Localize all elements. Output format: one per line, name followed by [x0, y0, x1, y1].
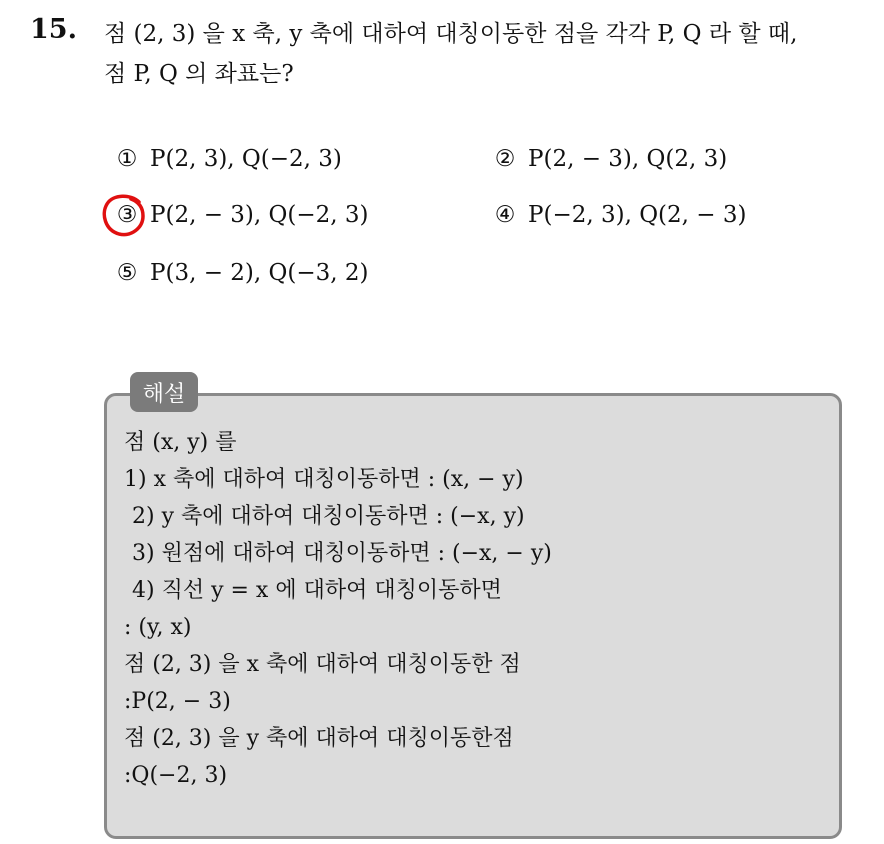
choice-5-mark: ⑤	[116, 260, 138, 286]
choice-5[interactable]	[112, 260, 368, 286]
question-stem-line-2: 점 P, Q 의 좌표는?	[104, 61, 294, 87]
choice-4-mark: ④	[494, 202, 516, 228]
solution-line-10: :Q(−2, 3)	[124, 763, 228, 788]
choice-3[interactable]	[112, 202, 368, 228]
solution-body	[124, 424, 824, 794]
question-stem-line-1: 점 (2, 3) 을 x 축, y 축에 대하여 대칭이동한 점을 각각 P, Q 라 할 때,	[104, 21, 798, 47]
choice-1-text: P(2, 3), Q(−2, 3)	[150, 146, 342, 172]
choice-1-mark: ①	[116, 146, 138, 172]
solution-line-1: 점 (x, y) 를	[124, 430, 237, 455]
question-number: 15.	[30, 14, 77, 45]
solution-line-5: 4) 직선 y = x 에 대하여 대칭이동하면	[132, 578, 502, 603]
question-stem	[104, 14, 874, 94]
choice-2-text: P(2, − 3), Q(2, 3)	[528, 146, 728, 172]
solution-line-7: 점 (2, 3) 을 x 축에 대하여 대칭이동한 점	[124, 652, 521, 677]
choice-4-text: P(−2, 3), Q(2, − 3)	[528, 202, 747, 228]
solution-line-2: 1) x 축에 대하여 대칭이동하면 : (x, − y)	[124, 467, 524, 492]
choice-3-mark: ③	[116, 202, 138, 228]
solution-tab-label: 해설	[130, 372, 198, 412]
solution-line-6: : (y, x)	[124, 615, 192, 640]
solution-line-4: 3) 원점에 대하여 대칭이동하면 : (−x, − y)	[132, 541, 552, 566]
choice-2-mark: ②	[494, 146, 516, 172]
answer-marker-circle-icon	[101, 192, 147, 238]
choice-1[interactable]	[112, 146, 342, 172]
choice-5-text: P(3, − 2), Q(−3, 2)	[150, 260, 369, 286]
solution-line-9: 점 (2, 3) 을 y 축에 대하여 대칭이동한점	[124, 726, 514, 751]
choice-4[interactable]	[490, 202, 746, 228]
choice-2[interactable]	[490, 146, 727, 172]
solution-line-8: :P(2, − 3)	[124, 689, 231, 714]
choice-3-text: P(2, − 3), Q(−2, 3)	[150, 202, 369, 228]
solution-line-3: 2) y 축에 대하여 대칭이동하면 : (−x, y)	[132, 504, 525, 529]
